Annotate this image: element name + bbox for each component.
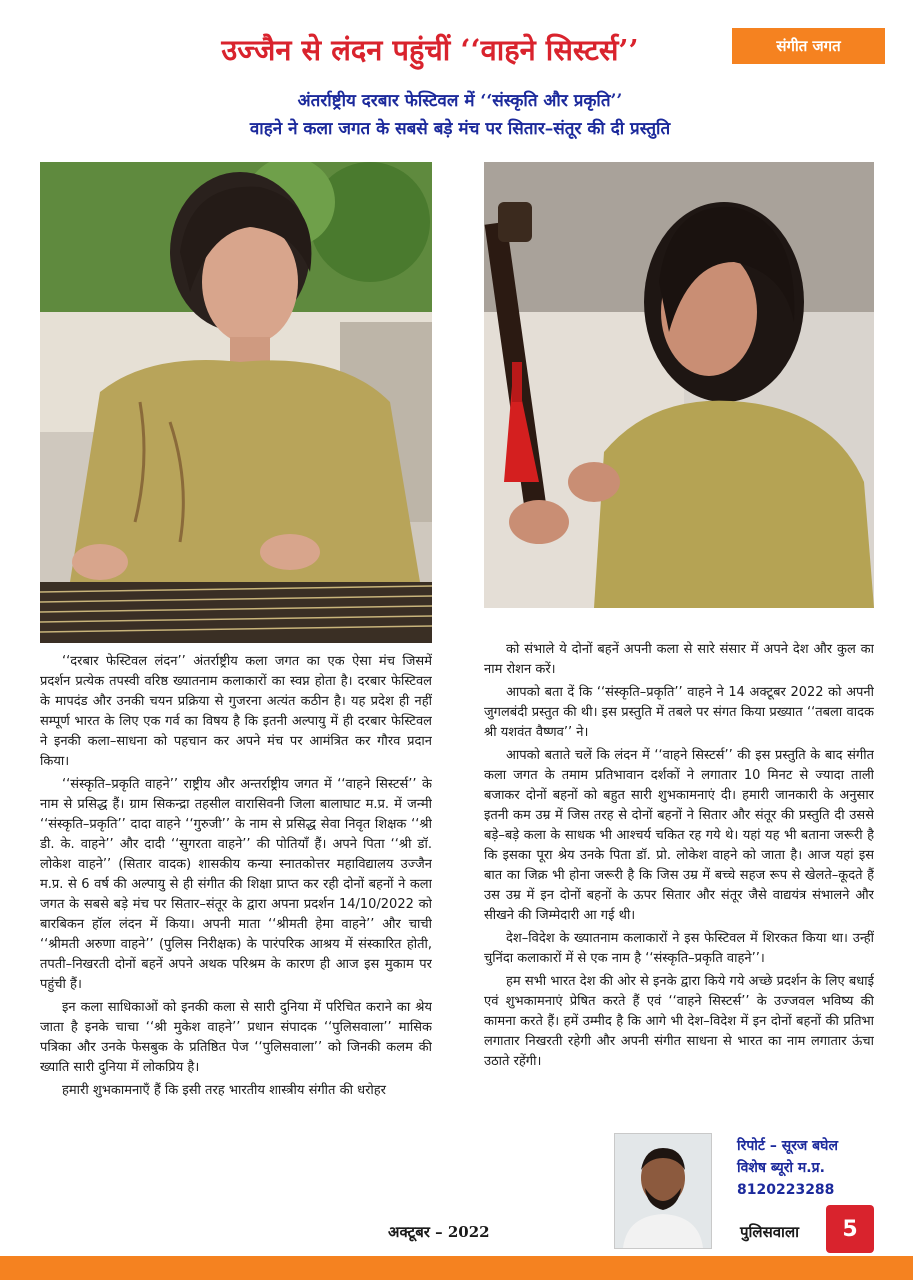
article-paragraph: आपको बताते चलें कि लंदन में ‘‘वाहने सिस्टर्स’’ की इस प्रस्तुति के बाद संगीत कला जगत के तमाम प्रतिभावान दर्शकों ने लगातार 10 मिनट से ज्यादा ताली बजाकर दोनों बहनों को बहुत सारी शुभकामनाएं दी। हमारी जानकारी के अनुसार इतनी कम उम्र में जिस तरह से दोनों बहनों ने सितार और संतूर की प्रस्तुति दी उससे बड़े–बड़े कला के साधक भी आश्चर्य चकित रह गये थे। यहां यह भी बताना जरूरी है कि इसका पूरा श्रेय उनके पिता डॉ. प्रो. लोकेश वाहने को जाता है। आज यहां इस बात का जिक्र भी होना जरूरी है कि जिस उम्र में बच्चे सहज रूप से खेलते–कूदते हैं उस उम्र में इन दोनों बहनों के ऊपर सितार और संतूर जैसे वाद्ययंत्र संभालने और सीखने की जिम्मेदारी आ गई थी। — [484, 748, 874, 923]
reporter-designation: विशेष ब्यूरो म.प्र. — [737, 1160, 825, 1176]
article-paragraph: हमारी शुभकामनाएँ हैं कि इसी तरह भारतीय शास्त्रीय संगीत की धरोहर — [62, 1083, 386, 1098]
reporter-phone: 8120223288 — [737, 1182, 835, 1198]
article-paragraph: देश–विदेश के ख्यातनाम कलाकारों ने इस फेस्टिवल में शिरकत किया था। उन्हीं चुनिंदा कलाकारों में से एक नाम है ‘‘संस्कृति–प्रकृति वाहने’’। — [484, 931, 874, 966]
section-tag: संगीत जगत — [732, 28, 885, 64]
article-left-column — [40, 652, 432, 1157]
subheadline-line-1: अंतर्राष्ट्रीय दरबार फेस्टिवल में ‘‘संस्कृति और प्रकृति’’ — [297, 91, 623, 111]
article-paragraph: ‘‘दरबार फेस्टिवल लंदन’’ अंतर्राष्ट्रीय कला जगत का एक ऐसा मंच जिसमें प्रदर्शन प्रत्येक तपस्वी वरिष्ठ ख्यातनाम कलाकारों का स्वप्न होता है। दरबार फेस्टिवल के मापदंड और उनकी चयन प्रक्रिया से गुजरना अत्यंत कठीन है। यह प्रदेश ही नहीं सम्पूर्ण भारत के लिए एक गर्व का विषय है कि इतनी अल्पायु में ही दरबार फेस्टिवल ने इनकी कला–साधना को पहचान कर अपने मंच पर आमंत्रित कर गौरव प्रदान किया। — [40, 654, 432, 769]
page-number: 5 — [826, 1205, 874, 1253]
photo-sitar-player — [484, 162, 874, 608]
reporter-credit — [737, 1135, 897, 1201]
article-paragraph: को संभाले ये दोनों बहनें अपनी कला से सारे संसार में अपने देश और कुल का नाम रोशन करें। — [484, 642, 874, 677]
article-paragraph: इन कला साधिकाओं को इनकी कला से सारी दुनिया में परिचित कराने का श्रेय जाता है इनके चाचा ‘‘श्री मुकेश वाहने’’ प्रधान संपादक ‘‘पुलिसवाला’’ मासिक पत्रिका और उनके फेसबुक के प्रतिष्ठित पेज ‘‘पुलिसवाला’’ को जिनकी कलम की ख्याति सारी दुनिया में लोकप्रिय है। — [40, 1000, 432, 1075]
article-paragraph: आपको बता दें कि ‘‘संस्कृति–प्रकृति’’ वाहने ने 14 अक्टूबर 2022 को अपनी जुगलबंदी प्रस्तुत की थी। इस प्रस्तुति में तबले पर संगत किया प्रख्यात ‘‘तबला वादक श्री यशवंत वैष्णव’’ ने। — [484, 685, 874, 740]
reporter-photo — [614, 1133, 712, 1249]
photo-santoor-player — [40, 162, 432, 643]
headline: उज्जैन से लंदन पहुंचीं ‘‘वाहने सिस्टर्स’’ — [221, 33, 639, 67]
article-right-column — [484, 640, 874, 1132]
reporter-name: रिपोर्ट – सूरज बघेल — [737, 1138, 838, 1154]
subheadline-line-2: वाहने ने कला जगत के सबसे बड़े मंच पर सितार–संतूर की दी प्रस्तुति — [249, 119, 671, 139]
article-paragraph: हम सभी भारत देश की ओर से इनके द्वारा किये गये अच्छे प्रदर्शन के लिए बधाई एवं शुभकामनाएं प्रेषित करते हैं एवं ‘‘वाहने सिस्टर्स’’ के उज्जवल भविष्य की कामना करते हैं। हमें उम्मीद है कि आगे भी देश–विदेश में इन दोनों बहनों की प्रतिभा लगातार निखरती रहेगी और अपनी संगीत साधना से भारत का नाम लगातार ऊंचा उठाते रहेंगी। — [484, 974, 874, 1069]
article-paragraph: ‘‘संस्कृति–प्रकृति वाहने’’ राष्ट्रीय और अन्तर्राष्ट्रीय जगत में ‘‘वाहने सिस्टर्स’’ के नाम से प्रसिद्ध हैं। ग्राम सिकन्द्रा तहसील वारासिवनी जिला बालाघाट म.प्र. में जन्मी ‘‘संस्कृति–प्रकृति’’ दादा वाहने ‘‘गुरुजी’’ के नाम से प्रसिद्ध सेवा निवृत शिक्षक ‘‘श्री डी. के. वाहने’’ और दादी ‘‘सुगरता वाहने’’ की पोतियाँ हैं। अपने पिता ‘‘श्री डॉ. लोकेश वाहने’’ (सितार वादक) शासकीय कन्या स्नातकोत्तर महाविद्यालय उज्जैन म.प्र. से 6 वर्ष की अल्पायु से ही संगीत की शिक्षा प्राप्त कर रही दोनों बहनों ने कला जगत के सबसे बड़े मंच पर सितार–संतूर के द्वारा अपना प्रदर्शन 14/10/2022 को बारबिकन हॉल लंदन में किया। अपनी माता ‘‘श्रीमती हेमा वाहने’’ और चाची ‘‘श्रीमती अरुणा वाहने’’ (पुलिस निरीक्षक) के पारंपरिक आश्रय में संस्कारित होती, तपती–निखरती दोनों बहनें अपने अथक परिश्रम के कारण ही आज इस मुकाम पर पहुंची हैं। — [40, 777, 432, 992]
magazine-name: पुलिसवाला — [740, 1223, 799, 1241]
issue-date: अक्टूबर – 2022 — [388, 1223, 490, 1241]
footer-bar — [0, 1256, 913, 1280]
